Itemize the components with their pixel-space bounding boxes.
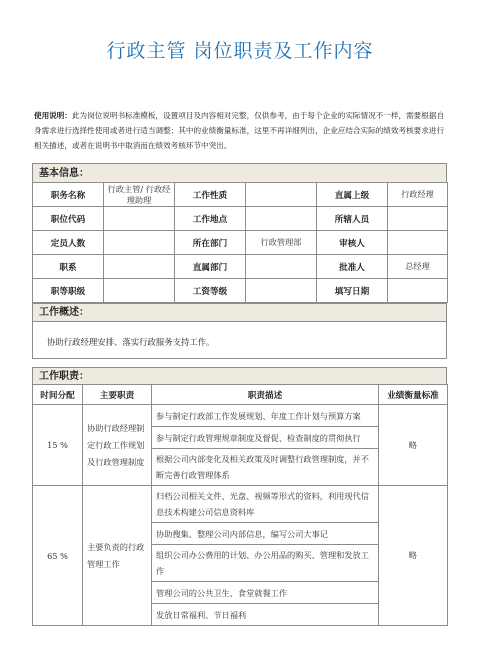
field-label: 直属部门 <box>175 255 246 279</box>
field-value <box>246 207 317 231</box>
field-label: 定员人数 <box>33 231 104 255</box>
field-value <box>104 207 175 231</box>
duties-header: 工作职责： <box>32 367 447 385</box>
field-label: 职位代码 <box>33 207 104 231</box>
basic-info-table <box>32 182 448 303</box>
duty-description: 管理公司的公共卫生、食堂就餐工作 <box>152 582 379 604</box>
time-allocation: 65 % <box>33 486 83 626</box>
field-label: 直属上级 <box>317 183 388 207</box>
basic-info-row <box>33 231 448 255</box>
usage-note-text: 此为岗位说明书标准模板，设置项目及内容相对完整，仅供参考，由于每个企业的实际情况不一样，需要根据自身需求进行选择性使用或者进行适当调整；其中的业绩衡量标准，这里不再详细列出，企业应结合实际的绩效考核要求进行相关描述，或者在说明书中取消而在绩效考核环节中突出。 <box>34 111 445 150</box>
field-label: 工作性质 <box>175 183 246 207</box>
field-label: 填写日期 <box>317 279 388 303</box>
field-value <box>246 183 317 207</box>
field-label: 工作地点 <box>175 207 246 231</box>
basic-info-row <box>33 255 448 279</box>
field-label: 审核人 <box>317 231 388 255</box>
field-label: 职系 <box>33 255 104 279</box>
field-value <box>246 279 317 303</box>
basic-info-row <box>33 279 448 303</box>
duty-description: 归档公司相关文件、光盘、视频等形式的资料，利用现代信 息技术构建公司信息资料库 <box>152 486 379 523</box>
usage-note-label: 使用说明： <box>34 111 72 120</box>
column-header: 业绩衡量标准 <box>379 385 448 405</box>
field-value: 行政主管/ 行政经理助理 <box>104 183 175 207</box>
field-label: 所在部门 <box>175 231 246 255</box>
field-value <box>104 231 175 255</box>
duty-description: 参与制定行政部工作发展规划、年度工作计划与预算方案 <box>152 405 379 427</box>
field-label: 批准人 <box>317 255 388 279</box>
basic-info-header: 基本信息： <box>32 163 447 183</box>
field-value <box>388 231 448 255</box>
field-value: 行政经理 <box>388 183 448 207</box>
performance-standard: 略 <box>379 486 448 626</box>
overview-text: 协助行政经理安排、落实行政服务支持工作。 <box>32 321 447 359</box>
page-title: 行政主管 岗位职责及工作内容 <box>106 40 374 62</box>
usage-note <box>34 108 448 153</box>
field-value <box>388 279 448 303</box>
basic-info-row <box>33 183 448 207</box>
field-value: 总经理 <box>388 255 448 279</box>
field-value <box>388 207 448 231</box>
duty-description: 组织公司办公费用的计划、办公用品的购买、管理和发放工 作 <box>152 545 379 582</box>
duty-row <box>33 405 448 427</box>
field-label: 职务名称 <box>33 183 104 207</box>
field-label: 工资等级 <box>175 279 246 303</box>
overview-header: 工作概述： <box>32 303 447 322</box>
basic-info-row <box>33 207 448 231</box>
performance-standard: 略 <box>379 405 448 486</box>
duty-row <box>33 486 448 523</box>
duty-description: 根据公司内部变化及相关政策及时调整行政管理制度，并不 断完善行政管理体系 <box>152 449 379 486</box>
main-duty: 主要负责的行政管理工作 <box>83 486 152 626</box>
duties-header-row <box>33 385 448 405</box>
field-label: 所辖人员 <box>317 207 388 231</box>
time-allocation: 15 % <box>33 405 83 486</box>
main-duty: 协助行政经理制定行政工作规划及行政管理制度 <box>83 405 152 486</box>
field-value <box>104 279 175 303</box>
column-header: 时间分配 <box>33 385 83 405</box>
column-header: 主要职责 <box>83 385 152 405</box>
duties-table <box>32 384 448 626</box>
field-value <box>104 255 175 279</box>
column-header: 职责描述 <box>152 385 379 405</box>
duty-description: 发放日常福利、节日福利 <box>152 604 379 626</box>
duty-description: 参与制定行政管理规章制度及督促、检查制度的贯彻执行 <box>152 427 379 449</box>
duty-description: 协助搜集、整理公司内部信息，编写公司大事记 <box>152 523 379 545</box>
field-value <box>246 255 317 279</box>
field-value: 行政管理部 <box>246 231 317 255</box>
field-label: 职等职级 <box>33 279 104 303</box>
